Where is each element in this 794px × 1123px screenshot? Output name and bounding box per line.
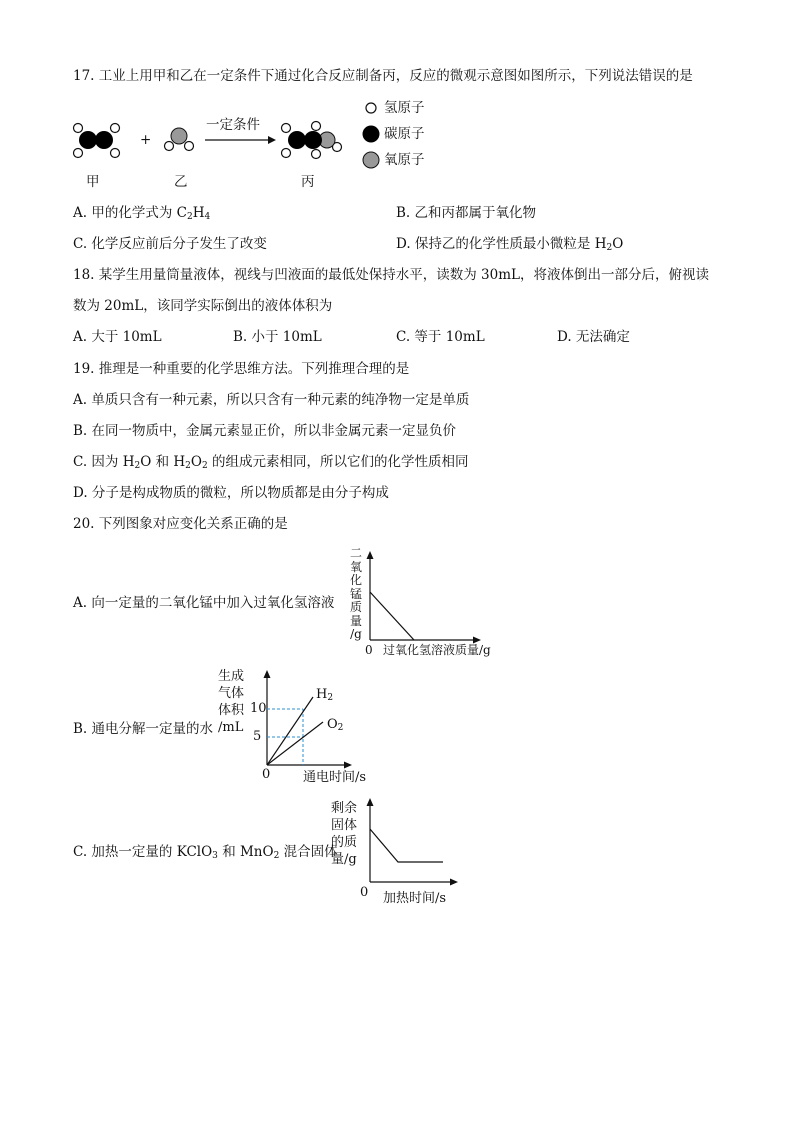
graph-c-origin: 0	[360, 885, 369, 900]
legend-carbon: 碳原子	[384, 126, 425, 142]
graph-b-tick-10: 10	[250, 701, 267, 716]
q20-stem: 20. 下列图象对应变化关系正确的是	[73, 516, 288, 532]
q18-stem-line1: 18. 某学生用量筒量液体，视线与凹液面的最低处保持水平，读数为 30mL，将液体倒出一部分后，俯视读	[73, 267, 709, 283]
q20-option-c: C. 加热一定量的 KClO$_3$ 和 MnO$_2$ 混合固体	[73, 844, 338, 861]
q17-option-a: A. 甲的化学式为 $C_2H_4$	[73, 205, 211, 222]
graph-c-xlabel: 加热时间/s	[383, 891, 447, 906]
q19-option-c: C. 因为 $H_2O$ 和 $H_2O_2$ 的组成元素相同，所以它们的化学性质相同	[73, 454, 469, 471]
q17-option-b: B. 乙和丙都属于氧化物	[396, 205, 537, 221]
graph-a-xlabel: 过氧化氢溶液质量/g	[383, 643, 491, 657]
graph-b-tick-5: 5	[253, 729, 262, 744]
q19-option-b: B. 在同一物质中，金属元素显正价，所以非金属元素一定显负价	[73, 423, 457, 439]
q17-stem: 17. 工业上用甲和乙在一定条件下通过化合反应制备丙，反应的微观示意图如图所示，下列说法错误的是	[73, 68, 693, 84]
q19-option-a: A. 单质只含有一种元素，所以只含有一种元素的纯净物一定是单质	[73, 392, 470, 408]
q17-option-d: D. 保持乙的化学性质最小微粒是 $H_2O$	[396, 236, 624, 253]
graph-a-ylabel: 二 氧 化 锰 质 量 /g	[349, 546, 362, 641]
graph-b-origin: 0	[262, 767, 271, 782]
q20-option-b: B. 通电分解一定量的水	[73, 721, 214, 737]
label-bing: 丙	[301, 174, 315, 190]
arrow-label: 一定条件	[206, 117, 260, 133]
graph-b-o2-label: $O_2$	[327, 717, 344, 733]
q17-option-c: C. 化学反应前后分子发生了改变	[73, 236, 267, 252]
q18-option-c: C. 等于 10mL	[396, 329, 485, 345]
q20-option-a: A. 向一定量的二氧化锰中加入过氧化氢溶液	[73, 595, 335, 611]
graph-b-h2-label: $H_2$	[316, 687, 334, 703]
q19-option-d: D. 分子是构成物质的微粒，所以物质都是由分子构成	[73, 485, 389, 501]
graph-c-curve	[370, 829, 443, 862]
q19-stem: 19. 推理是一种重要的化学思维方法。下列推理合理的是	[73, 361, 410, 377]
plus-sign: +	[140, 132, 152, 148]
graph-c-ylabel: 剩余 固体 的质 量/g	[331, 801, 358, 867]
q18-option-a: A. 大于 10mL	[73, 329, 162, 345]
label-yi: 乙	[174, 174, 188, 190]
q18-stem-line2: 数为 20mL，该同学实际倒出的液体体积为	[73, 298, 333, 314]
graph-b-xlabel: 通电时间/s	[303, 770, 367, 785]
q18-option-b: B. 小于 10mL	[233, 329, 322, 345]
legend-oxygen: 氧原子	[384, 152, 425, 168]
legend-hydrogen: 氢原子	[384, 100, 425, 116]
graph-a-origin: 0	[365, 643, 373, 657]
graph-b-ylabel: 生成 气体 体积 /mL	[218, 669, 245, 735]
label-jia: 甲	[86, 174, 100, 190]
q18-option-d: D. 无法确定	[557, 329, 630, 345]
